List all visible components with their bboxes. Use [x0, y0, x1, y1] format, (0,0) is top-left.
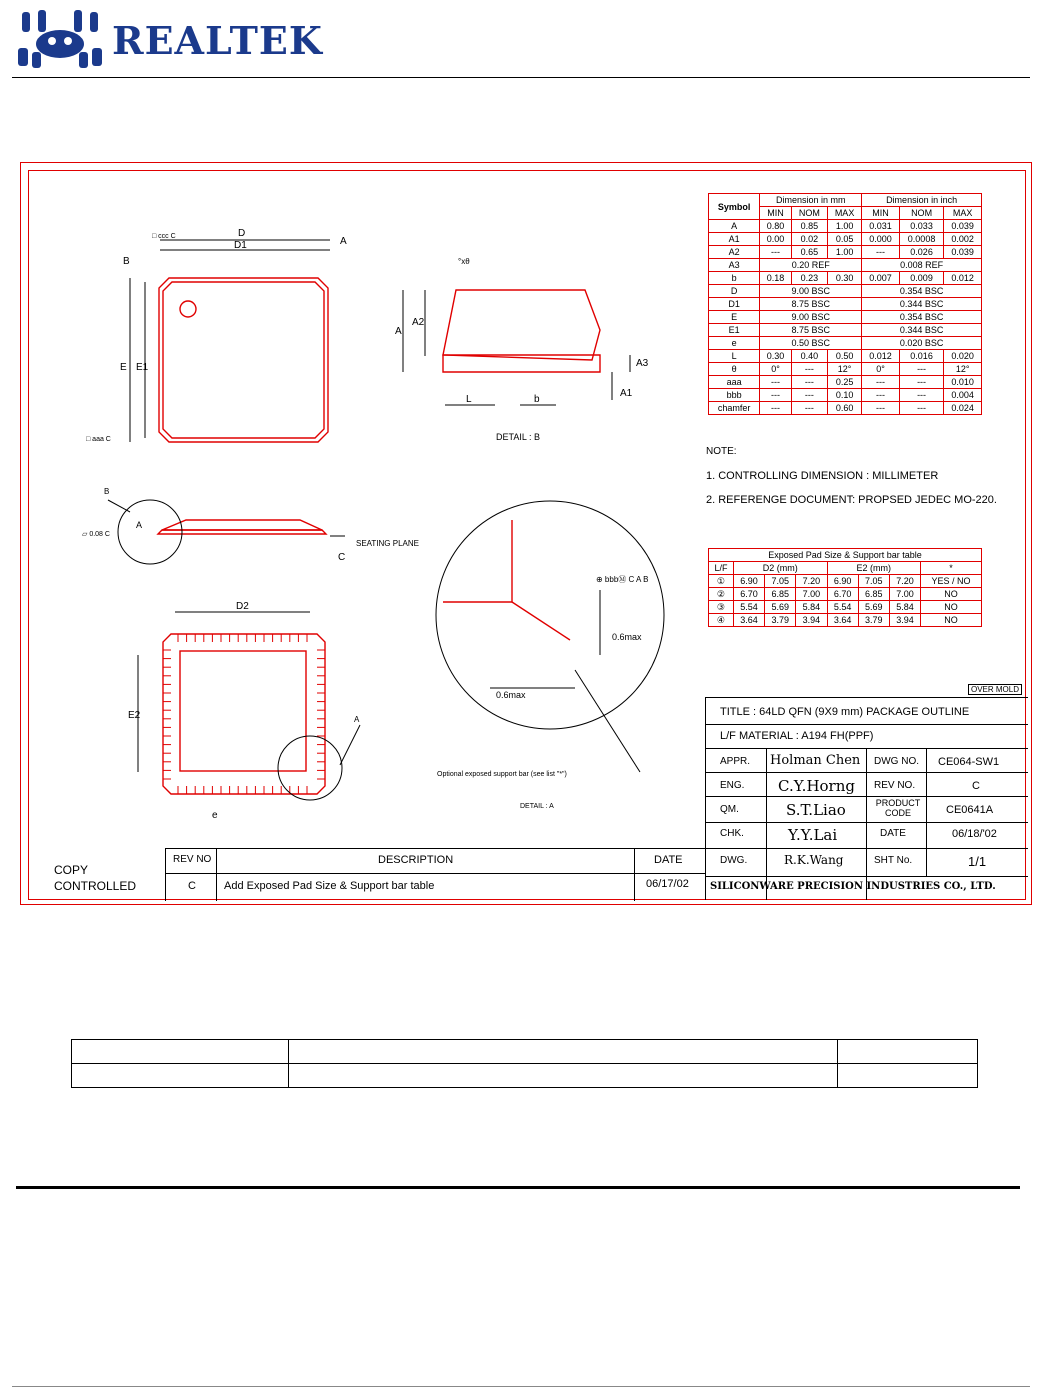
table-cell: 0.30 — [827, 272, 861, 285]
table-cell: 8.75 BSC — [760, 324, 862, 337]
exposed-pad-table — [708, 548, 982, 627]
label-max-vertical: 0.6max — [612, 632, 642, 642]
dim-head-symbol: Symbol — [709, 194, 760, 220]
label-C-datum: C — [338, 552, 346, 563]
table-cell: 0.000 — [862, 233, 900, 246]
dim-head-mm: Dimension in mm — [760, 194, 862, 207]
dim-head-min-in: MIN — [862, 207, 900, 220]
product-code-label: PRODUCT CODE — [875, 798, 921, 818]
table-row — [709, 285, 982, 298]
table-cell: 0.004 — [944, 389, 982, 402]
table-cell: --- — [791, 389, 827, 402]
table-cell: --- — [760, 246, 791, 259]
date-value: 06/18/'02 — [952, 828, 997, 840]
chk-name: Y.Y.Lai — [788, 826, 838, 844]
table-cell: 0.50 BSC — [760, 337, 862, 350]
product-code: CE0641A — [946, 804, 994, 816]
pad-table-body — [709, 575, 982, 627]
table-cell: ① — [709, 575, 734, 588]
detail-a-label: DETAIL : A — [520, 803, 554, 810]
table-cell: 7.05 — [858, 575, 889, 588]
table-cell: 0.23 — [791, 272, 827, 285]
table-cell: 0.10 — [827, 389, 861, 402]
label-max-horizontal: 0.6max — [496, 690, 526, 700]
table-cell: --- — [899, 389, 943, 402]
table-cell: --- — [791, 376, 827, 389]
rev-no-header: REV NO — [173, 854, 212, 865]
table-cell: --- — [899, 402, 943, 415]
revision-block — [165, 848, 706, 901]
table-cell: 12° — [827, 363, 861, 376]
table-cell: 7.20 — [889, 575, 920, 588]
table-cell: 0.012 — [944, 272, 982, 285]
table-cell: 1.00 — [827, 246, 861, 259]
dimension-table-body — [709, 220, 982, 415]
pad-head-lf: L/F — [709, 562, 734, 575]
table-cell: D — [709, 285, 760, 298]
rev-no-label: REV NO. — [874, 780, 916, 791]
date-label: DATE — [880, 828, 906, 839]
table-cell: 5.69 — [858, 601, 889, 614]
table-cell: 0.009 — [899, 272, 943, 285]
tolerance-frame: ▱ 0.08 C — [82, 531, 110, 538]
table-cell: 3.79 — [765, 614, 796, 627]
note-1: 1. CONTROLLING DIMENSION : MILLIMETER — [706, 470, 939, 482]
dim-head-inch: Dimension in inch — [862, 194, 982, 207]
table-row — [709, 614, 982, 627]
table-row — [72, 1064, 978, 1088]
label-A2: A2 — [412, 317, 425, 328]
table-cell: 7.00 — [796, 588, 827, 601]
dim-head-min: MIN — [760, 207, 791, 220]
table-row — [709, 220, 982, 233]
table-cell: 0.010 — [944, 376, 982, 389]
appr-name: Holman Chen — [770, 753, 861, 768]
label-A: A — [395, 326, 402, 337]
table-cell: --- — [899, 363, 943, 376]
table-cell: 6.85 — [765, 588, 796, 601]
dim-head-max-in: MAX — [944, 207, 982, 220]
label-E2: E2 — [128, 710, 141, 721]
table-cell: --- — [862, 402, 900, 415]
dwg-no: CE064-SW1 — [938, 756, 1000, 768]
lf-material: L/F MATERIAL : A194 FH(PPF) — [720, 730, 874, 742]
table-row — [709, 337, 982, 350]
table-cell: 0.30 — [760, 350, 791, 363]
description-header: DESCRIPTION — [378, 854, 454, 866]
table-cell: 8.75 BSC — [760, 298, 862, 311]
revision-description: Add Exposed Pad Size & Support bar table — [224, 880, 435, 892]
table-cell: 1.00 — [827, 220, 861, 233]
qm-name: S.T.Liao — [786, 801, 846, 819]
table-cell: 3.64 — [733, 614, 764, 627]
callout-B: B — [104, 487, 110, 496]
table-cell: 0.354 BSC — [862, 311, 982, 324]
table-cell: chamfer — [709, 402, 760, 415]
table-cell: 6.90 — [733, 575, 764, 588]
table-cell: ② — [709, 588, 734, 601]
table-cell: 0° — [760, 363, 791, 376]
table-cell: 0.344 BSC — [862, 324, 982, 337]
table-cell: 0.039 — [944, 246, 982, 259]
bottom-view-outline — [163, 634, 325, 794]
table-cell: 0.033 — [899, 220, 943, 233]
table-row — [709, 350, 982, 363]
note-2: 2. REFERENGE DOCUMENT: PROPSED JEDEC MO-220. — [706, 494, 997, 506]
label-A1: A1 — [620, 388, 633, 399]
sht-label: SHT No. — [874, 855, 913, 866]
table-row — [709, 259, 982, 272]
table-cell: 12° — [944, 363, 982, 376]
dwg-label: DWG. — [720, 855, 748, 866]
label-B: B — [123, 256, 130, 267]
table-cell: 0.0008 — [899, 233, 943, 246]
footer-rule — [16, 1186, 1020, 1189]
table-cell: 0.008 REF — [862, 259, 982, 272]
detail-b-callout-circle — [118, 500, 182, 564]
eng-label: ENG. — [720, 780, 745, 791]
table-row — [709, 246, 982, 259]
table-cell: 0.50 — [827, 350, 861, 363]
sht-value: 1/1 — [968, 854, 987, 869]
table-row — [709, 272, 982, 285]
date-header: DATE — [654, 854, 683, 866]
brand-name: REALTEK — [112, 18, 323, 63]
aaa-frame: □ aaa C — [86, 436, 111, 443]
table-cell: L — [709, 350, 760, 363]
table-cell: 3.64 — [827, 614, 858, 627]
table-cell: E1 — [709, 324, 760, 337]
detail-a-circle — [436, 501, 664, 729]
pad-head-d2: D2 (mm) — [733, 562, 827, 575]
table-row — [709, 311, 982, 324]
table-cell: 5.84 — [796, 601, 827, 614]
table-cell: 0.80 — [760, 220, 791, 233]
table-cell: A2 — [709, 246, 760, 259]
bbb-frame: ⊕ bbbⓂ C A B — [596, 575, 649, 584]
qm-label: QM. — [720, 804, 739, 815]
table-cell: 5.54 — [733, 601, 764, 614]
table-cell: 9.00 BSC — [760, 285, 862, 298]
table-cell: D1 — [709, 298, 760, 311]
table-cell: 0.344 BSC — [862, 298, 982, 311]
table-cell: NO — [921, 614, 982, 627]
table-cell: 3.94 — [889, 614, 920, 627]
table-cell: 0.026 — [899, 246, 943, 259]
table-cell: --- — [760, 376, 791, 389]
label-E: E — [120, 362, 127, 373]
label-A-side: A — [136, 520, 143, 530]
table-cell: 7.00 — [889, 588, 920, 601]
pad-head-e2: E2 (mm) — [827, 562, 921, 575]
table-cell: 5.84 — [889, 601, 920, 614]
revision-letter: C — [188, 880, 196, 892]
table-cell: 0.18 — [760, 272, 791, 285]
table-cell: ④ — [709, 614, 734, 627]
dwg-no-label: DWG NO. — [874, 756, 919, 767]
label-D1: D1 — [234, 240, 247, 251]
table-cell: 0.02 — [791, 233, 827, 246]
table-cell: --- — [791, 363, 827, 376]
table-cell: 0.40 — [791, 350, 827, 363]
company-name: SILICONWARE PRECISION INDUSTRIES CO., LTD. — [710, 881, 996, 892]
table-cell: E — [709, 311, 760, 324]
table-cell: 7.20 — [796, 575, 827, 588]
table-cell: --- — [760, 389, 791, 402]
table-row — [709, 324, 982, 337]
table-row — [709, 298, 982, 311]
detail-b-label: DETAIL : B — [496, 432, 541, 442]
table-cell: bbb — [709, 389, 760, 402]
dim-head-nom: NOM — [791, 207, 827, 220]
table-cell: --- — [899, 376, 943, 389]
table-cell: b — [709, 272, 760, 285]
table-cell: 0.039 — [944, 220, 982, 233]
label-e: e — [212, 810, 218, 821]
rev-no: C — [972, 780, 980, 792]
table-cell: --- — [760, 402, 791, 415]
table-cell: 5.54 — [827, 601, 858, 614]
table-cell: 5.69 — [765, 601, 796, 614]
chk-label: CHK. — [720, 828, 744, 839]
table-cell: 0.05 — [827, 233, 861, 246]
table-cell: 6.90 — [827, 575, 858, 588]
label-D2: D2 — [236, 601, 249, 612]
detail-b-mold — [443, 290, 600, 360]
table-cell: 0.25 — [827, 376, 861, 389]
table-cell: NO — [921, 588, 982, 601]
table-row — [709, 575, 982, 588]
table-cell: NO — [921, 601, 982, 614]
table-cell: aaa — [709, 376, 760, 389]
callout-A: A — [354, 715, 360, 724]
over-mold-label: OVER MOLD — [968, 684, 1022, 695]
ccc-frame: □ ccc C — [152, 233, 176, 240]
copy-controlled: COPY CONTROLLED — [54, 863, 137, 893]
pad-head-star: * — [921, 562, 982, 575]
table-cell: 0.00 — [760, 233, 791, 246]
table-cell: 0.007 — [862, 272, 900, 285]
table-cell: --- — [862, 376, 900, 389]
table-row — [709, 402, 982, 415]
table-cell: 6.85 — [858, 588, 889, 601]
revision-date: 06/17/02 — [646, 878, 689, 890]
table-cell: 0.020 BSC — [862, 337, 982, 350]
table-cell: 9.00 BSC — [760, 311, 862, 324]
label-E1: E1 — [136, 362, 149, 373]
support-bar-note: Optional exposed support bar (see list "*") — [437, 771, 567, 778]
page-bottom-rule — [12, 1386, 1030, 1387]
empty-table — [71, 1039, 978, 1088]
table-row — [709, 601, 982, 614]
table-cell: A3 — [709, 259, 760, 272]
table-cell: 0.016 — [899, 350, 943, 363]
table-cell: θ — [709, 363, 760, 376]
pin1-marker — [180, 301, 196, 317]
table-cell: 3.94 — [796, 614, 827, 627]
table-row — [72, 1040, 978, 1064]
dwg-name: R.K.Wang — [784, 853, 844, 867]
label-L: L — [466, 394, 472, 405]
table-cell: 0.031 — [862, 220, 900, 233]
table-cell: 0.024 — [944, 402, 982, 415]
table-cell: ③ — [709, 601, 734, 614]
label-theta: °xθ — [458, 257, 470, 266]
detail-a-callout-circle — [278, 736, 342, 800]
table-cell: 6.70 — [733, 588, 764, 601]
table-cell: 0.002 — [944, 233, 982, 246]
appr-label: APPR. — [720, 756, 751, 767]
seating-plane-label: SEATING PLANE — [356, 539, 419, 548]
table-cell: --- — [791, 402, 827, 415]
table-cell: 7.05 — [765, 575, 796, 588]
table-cell: 6.70 — [827, 588, 858, 601]
dim-head-nom-in: NOM — [899, 207, 943, 220]
table-cell: --- — [862, 389, 900, 402]
label-A-datum: A — [340, 236, 347, 247]
table-cell: A — [709, 220, 760, 233]
label-A3: A3 — [636, 358, 649, 369]
table-cell: --- — [862, 246, 900, 259]
table-cell: 0.65 — [791, 246, 827, 259]
table-cell: 0.020 — [944, 350, 982, 363]
label-D: D — [238, 228, 246, 239]
table-row — [709, 588, 982, 601]
table-cell: e — [709, 337, 760, 350]
table-cell: 0.20 REF — [760, 259, 862, 272]
dimension-table — [708, 193, 982, 415]
pad-table-title: Exposed Pad Size & Support bar table — [709, 549, 982, 562]
dim-head-max: MAX — [827, 207, 861, 220]
exposed-pad — [180, 651, 306, 771]
table-row — [709, 376, 982, 389]
table-cell: 0.012 — [862, 350, 900, 363]
table-cell: 0.60 — [827, 402, 861, 415]
eng-name: C.Y.Horng — [778, 777, 855, 795]
table-cell: 0.354 BSC — [862, 285, 982, 298]
title-block — [705, 697, 1028, 900]
table-cell: A1 — [709, 233, 760, 246]
table-row — [709, 363, 982, 376]
table-cell: 3.79 — [858, 614, 889, 627]
table-row — [709, 233, 982, 246]
label-b: b — [534, 394, 540, 405]
drawing-title: TITLE : 64LD QFN (9X9 mm) PACKAGE OUTLINE — [720, 706, 970, 718]
table-row — [709, 389, 982, 402]
table-cell: YES / NO — [921, 575, 982, 588]
table-cell: 0.85 — [791, 220, 827, 233]
notes-title: NOTE: — [706, 446, 737, 457]
table-cell: 0° — [862, 363, 900, 376]
